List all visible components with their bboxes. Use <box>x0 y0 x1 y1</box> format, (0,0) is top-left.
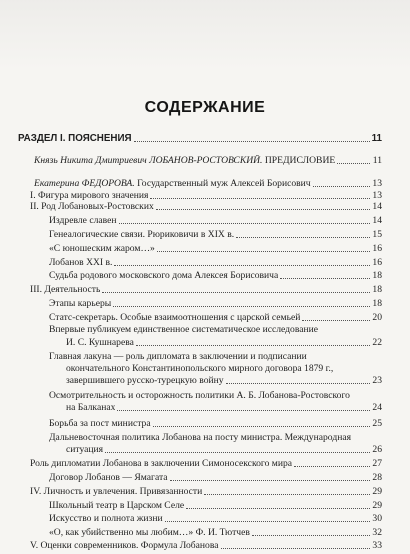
toc-page-number: 26 <box>372 444 382 455</box>
toc-page-number: 24 <box>372 402 382 413</box>
leader-dots <box>252 535 370 536</box>
toc-entry-line[interactable]: Осмотрительность и осторожность политики А. Б. Лобанова-Ростовского <box>49 390 350 401</box>
leader-dots <box>113 306 370 307</box>
toc-entry[interactable] <box>30 284 382 295</box>
toc-entry[interactable] <box>30 458 382 469</box>
toc-page-number: 20 <box>372 312 382 323</box>
toc-entry-text: I. Фигура мирового значения <box>30 190 149 201</box>
toc-entry[interactable] <box>49 312 382 323</box>
toc-entry[interactable] <box>49 513 382 524</box>
leader-dots <box>153 426 370 427</box>
toc-entry-text: Судьба родового московского дома Алексея Борисовича <box>49 270 279 281</box>
toc-entry[interactable] <box>30 540 382 551</box>
toc-page-number: 33 <box>372 540 382 551</box>
leader-dots <box>294 466 370 467</box>
leader-dots <box>186 508 370 509</box>
leader-dots <box>337 163 370 164</box>
toc-entry[interactable] <box>49 298 382 309</box>
essay-title: Государственный муж Алексей Борисович <box>137 178 311 189</box>
toc-entry-text: «О, как убийственно мы любим…» Ф. И. Тютчев <box>49 527 250 538</box>
toc-entry-text: Искусство и полнота жизни <box>49 513 163 524</box>
toc-entry-text: Договор Лобанов — Ямагата <box>49 472 168 483</box>
leader-dots <box>226 383 370 384</box>
leader-dots <box>280 278 370 279</box>
leader-dots <box>136 345 370 346</box>
leader-dots <box>221 548 370 549</box>
toc-preface[interactable] <box>34 155 382 166</box>
toc-page-number: 16 <box>372 257 382 268</box>
toc-page-number: 30 <box>372 513 382 524</box>
toc-page-number: 29 <box>372 486 382 497</box>
toc-page-number: 11 <box>372 155 382 166</box>
toc-entry-line[interactable]: Впервые публикуем единственное систематическое исследование <box>49 324 319 335</box>
toc-page-number: 16 <box>372 243 382 254</box>
toc-entry[interactable] <box>30 201 382 212</box>
toc-page-number: 18 <box>372 298 382 309</box>
toc-entry[interactable] <box>49 527 382 538</box>
essay-author: Екатерина ФЕДОРОВА. <box>34 178 135 189</box>
toc-entry-text: «С юношеским жаром…» <box>49 243 155 254</box>
toc-entry-text: Школьный театр в Царском Селе <box>49 500 185 511</box>
toc-entry[interactable] <box>66 402 382 413</box>
toc-entry[interactable] <box>30 190 382 201</box>
leader-dots <box>117 410 370 411</box>
toc-page-number: 11 <box>371 133 382 144</box>
leader-dots <box>236 237 370 238</box>
toc-entry-text: III. Деятельность <box>30 284 101 295</box>
toc-entry[interactable] <box>49 243 382 254</box>
toc-entry-line[interactable]: Главная лакуна — роль дипломата в заключении и подписании <box>49 351 307 362</box>
toc-entry[interactable] <box>49 270 382 281</box>
toc-entry[interactable] <box>49 500 382 511</box>
toc-entry-text: Лобанов XXI в. <box>49 257 113 268</box>
toc-entry-line[interactable]: Дальневосточная политика Лобанова на посту министра. Международная <box>49 432 352 443</box>
toc-entry-text: ситуация <box>66 444 104 455</box>
toc-entry-text: Роль дипломатии Лобанова в заключении Симоносекского мира <box>30 458 293 469</box>
toc-entry[interactable] <box>49 215 382 226</box>
toc-section-label: РАЗДЕЛ I. ПОЯСНЕНИЯ <box>18 133 132 144</box>
toc-entry-text: завершившего русско-турецкую войну <box>66 375 224 386</box>
toc-entry[interactable] <box>66 337 382 348</box>
toc-page-number: 23 <box>372 375 382 386</box>
leader-dots <box>170 480 370 481</box>
toc-entry[interactable] <box>66 444 382 455</box>
leader-dots <box>105 452 370 453</box>
toc-entry[interactable] <box>30 486 382 497</box>
toc-page-number: 27 <box>372 458 382 469</box>
page-title: СОДЕРЖАНИЕ <box>144 99 266 116</box>
toc-page-number: 29 <box>372 500 382 511</box>
toc-entry-line[interactable]: окончательного Константинопольского мирного договора 1879 г., <box>66 363 334 374</box>
toc-entry-text: Генеалогические связи. Рюриковичи в XIX в. <box>49 229 235 240</box>
toc-page-number: 13 <box>372 190 382 201</box>
toc-page-number: 15 <box>372 229 382 240</box>
toc-entry[interactable] <box>49 418 382 429</box>
toc-essay[interactable] <box>34 178 382 189</box>
toc-entry-text: Борьба за пост министра <box>49 418 151 429</box>
leader-dots <box>157 251 370 252</box>
toc-entry-text: Статс-секретарь. Особые взаимоотношения с царской семьей <box>49 312 301 323</box>
toc-page-number: 14 <box>372 201 382 212</box>
toc-page-number: 28 <box>372 472 382 483</box>
leader-dots <box>150 198 370 199</box>
leader-dots <box>302 320 370 321</box>
leader-dots <box>114 265 370 266</box>
toc-page-number: 13 <box>372 178 382 189</box>
toc-entry-text: И. С. Кушнарева <box>66 337 134 348</box>
toc-entry[interactable] <box>49 257 382 268</box>
preface-title: ПРЕДИСЛОВИЕ <box>264 155 336 166</box>
preface-author: Князь Никита Дмитриевич ЛОБАНОВ-РОСТОВСКИЙ. <box>34 155 263 166</box>
toc-page-number: 32 <box>372 527 382 538</box>
toc-entry[interactable] <box>66 375 382 386</box>
toc-entry-text: II. Род Лобановых-Ростовских <box>30 201 154 212</box>
toc-entry[interactable] <box>49 472 382 483</box>
toc-entry-text: IV. Личность и увлечения. Привязанности <box>30 486 203 497</box>
toc-page-number: 18 <box>372 270 382 281</box>
leader-dots <box>102 292 370 293</box>
leader-dots <box>134 141 370 142</box>
leader-dots <box>204 494 370 495</box>
toc-entry[interactable] <box>49 229 382 240</box>
toc-entry-text: Издревле славен <box>49 215 117 226</box>
toc-page-number: 22 <box>372 337 382 348</box>
toc-page-number: 14 <box>372 215 382 226</box>
toc-section-1[interactable] <box>18 133 382 144</box>
toc-entry-text: на Балканах <box>66 402 116 413</box>
leader-dots <box>313 186 370 187</box>
leader-dots <box>165 521 370 522</box>
toc-entry-text: V. Оценки современников. Формула Лобанова <box>30 540 219 551</box>
toc-page-number: 25 <box>372 418 382 429</box>
toc-entry-text: Этапы карьеры <box>49 298 112 309</box>
toc-page-number: 18 <box>372 284 382 295</box>
leader-dots <box>119 223 371 224</box>
leader-dots <box>156 209 370 210</box>
